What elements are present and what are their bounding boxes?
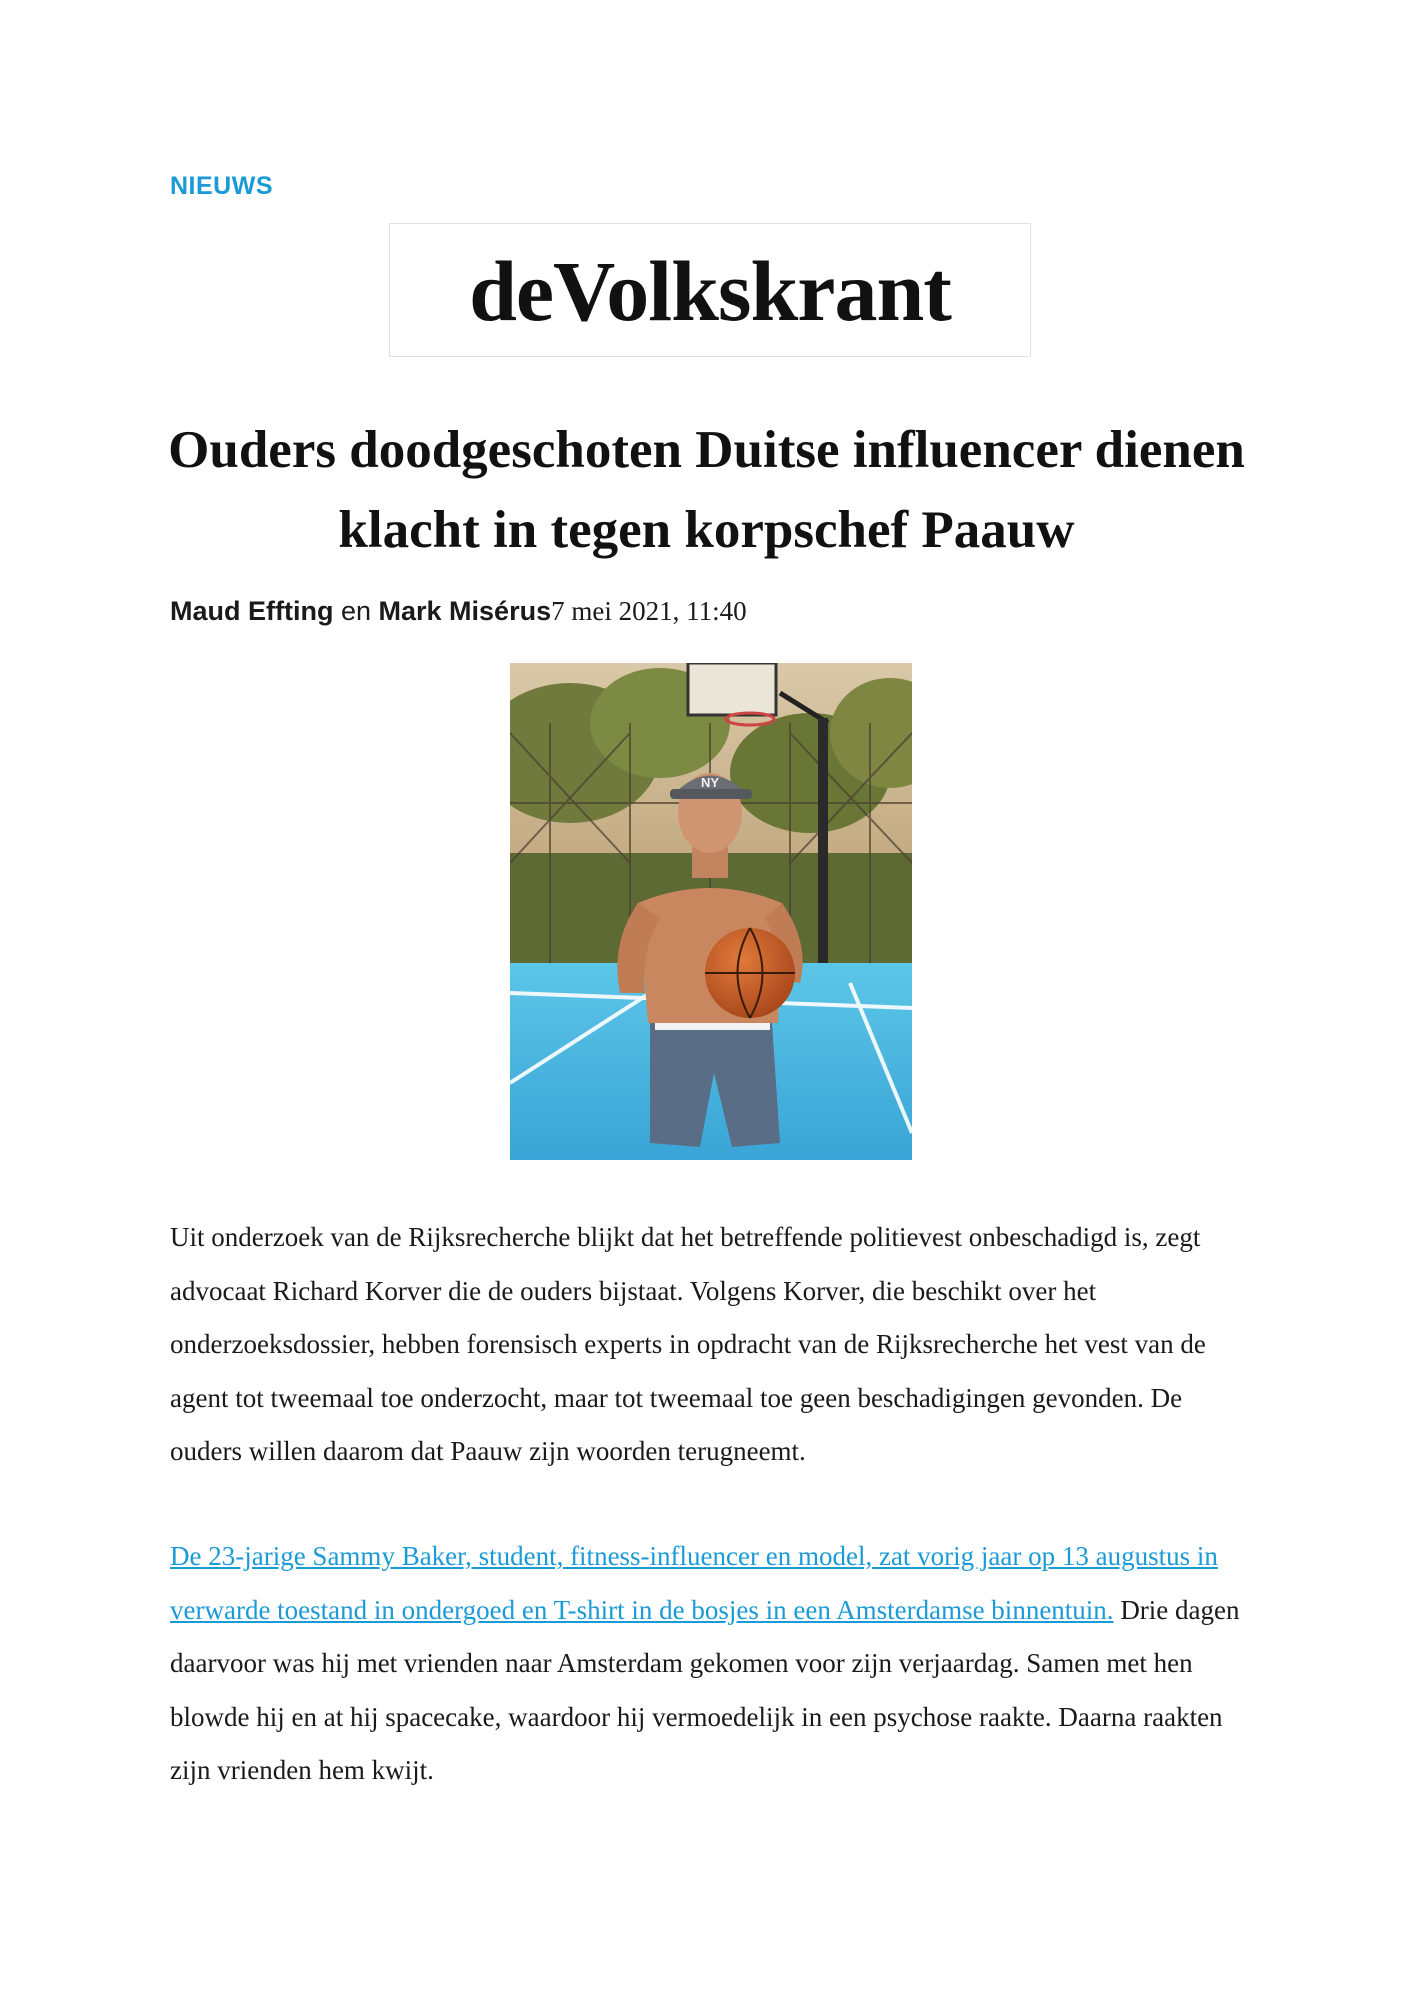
newspaper-logo bbox=[389, 223, 1031, 357]
paragraph-2-text: Drie dagen daarvoor was hij met vrienden naar Amsterdam gekomen voor zijn verjaardag. Samen met hen blowde hij en at hij spacecake, waardoor hij vermoedelijk in een psychose raakte. Daarna raakten zijn vrienden hem kwijt. bbox=[170, 1594, 1240, 1785]
author-1[interactable]: Maud Effting bbox=[170, 596, 334, 626]
cap-logo: NY bbox=[700, 775, 720, 790]
logo-wordmark bbox=[390, 224, 1030, 356]
article-headline: Ouders doodgeschoten Duitse influencer dienen klacht in tegen korpschef Paauw bbox=[168, 421, 1245, 559]
article-photo bbox=[510, 663, 912, 1160]
paragraph-1: Uit onderzoek van de Rijksrecherche blijkt dat het betreffende politievest onbeschadigd is, zegt advocaat Richard Korver die de ouders bijstaat. Volgens Korver, die beschikt over het onderzoeksdossier, hebben forensisch experts in opdracht van de Rijksrecherche het vest van de agent tot tweemaal toe onderzocht, maar tot tweemaal toe geen beschadigingen gevonden. De ouders willen daarom dat Paauw zijn woorden terugneemt. bbox=[170, 1222, 1206, 1466]
byline bbox=[170, 594, 747, 628]
author-2[interactable]: Mark Misérus bbox=[378, 596, 552, 626]
paragraph-2 bbox=[170, 1530, 1250, 1798]
byline-conjunction: en bbox=[333, 596, 379, 626]
logo-text: deVolkskrant bbox=[469, 243, 951, 339]
section-label: NIEUWS bbox=[170, 172, 273, 200]
article-link[interactable]: De 23-jarige Sammy Baker, student, fitness-influencer en model, zat vorig jaar op 13 augustus in verwarde toestand in ondergoed en T-shirt in de bosjes in een Amsterdamse binnentuin. bbox=[170, 1541, 1218, 1625]
publish-date: 7 mei 2021, 11:40 bbox=[551, 596, 747, 626]
